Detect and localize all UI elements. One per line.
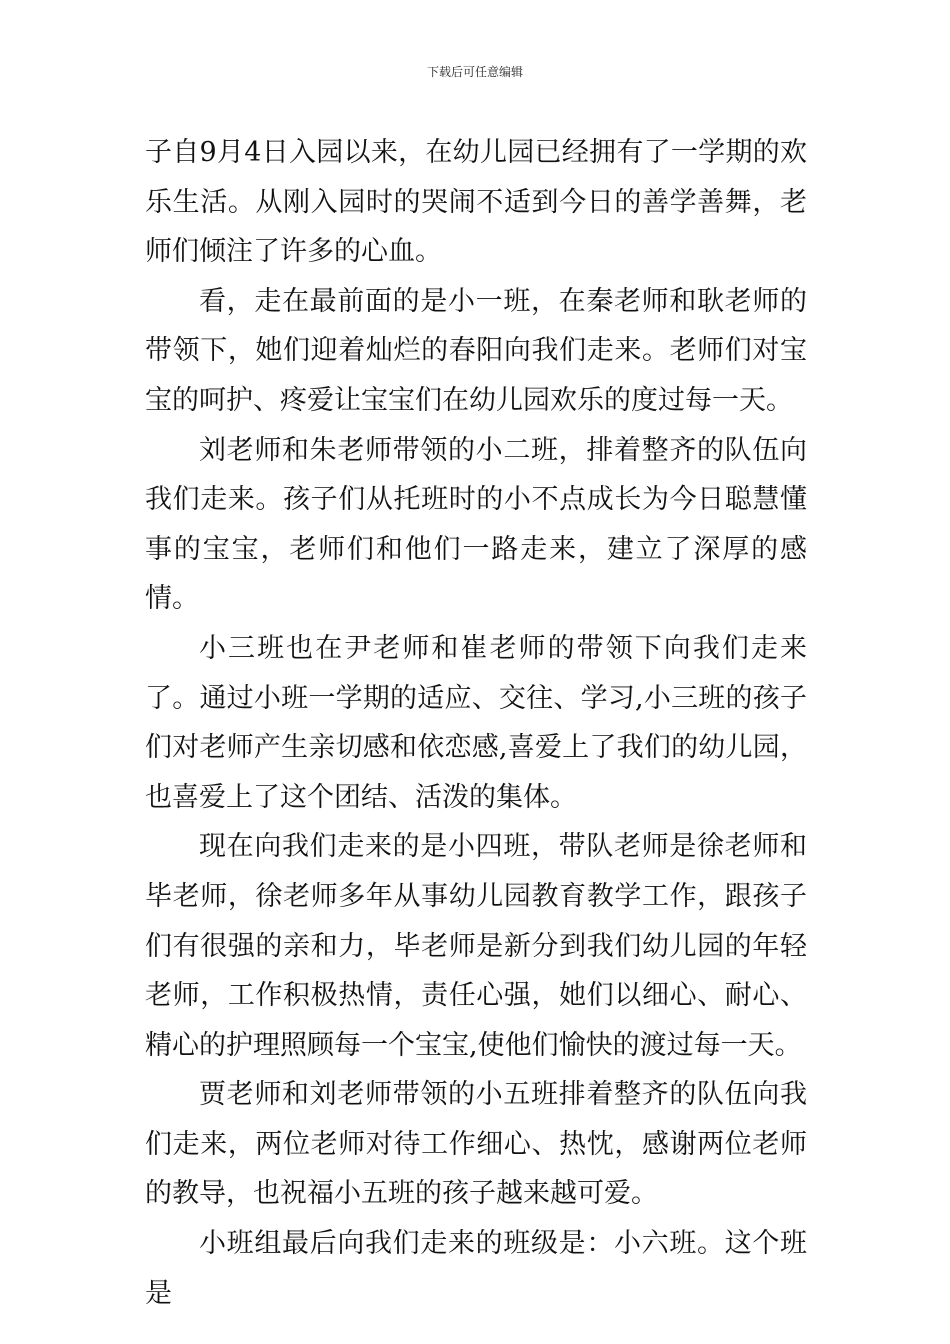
- paragraph-2: 看，走在最前面的是小一班，在秦老师和耿老师的带领下，她们迎着灿烂的春阳向我们走来。老师们对宝宝的呵护、疼爱让宝宝们在幼儿园欢乐的度过每一天。: [145, 285, 807, 416]
- paragraph-6: 贾老师和刘老师带领的小五班排着整齐的队伍向我们走来，两位老师对待工作细心、热忱，感谢两位老师的教导，也祝福小五班的孩子越来越可爱。: [145, 1079, 807, 1210]
- paragraph-3: 刘老师和朱老师带领的小二班，排着整齐的队伍向我们走来。孩子们从托班时的小不点成长为今日聪慧懂事的宝宝，老师们和他们一路走来，建立了深厚的感情。: [145, 434, 807, 615]
- paragraph-4: 小三班也在尹老师和崔老师的带领下向我们走来了。通过小班一学期的适应、交往、学习,小三班的孩子们对老师产生亲切感和依恋感,喜爱上了我们的幼儿园，也喜爱上了这个团结、活泼的集体。: [145, 632, 807, 813]
- paragraph-7: 小班组最后向我们走来的班级是：小六班。这个班是: [145, 1228, 807, 1309]
- document-body: [145, 128, 807, 1318]
- paragraph-1: 子自9月4日入园以来，在幼儿园已经拥有了一学期的欢乐生活。从刚入园时的哭闹不适到今日的善学善舞，老师们倾注了许多的心血。: [145, 137, 807, 268]
- paragraph-5: 现在向我们走来的是小四班，带队老师是徐老师和毕老师，徐老师多年从事幼儿园教育教学工作，跟孩子们有很强的亲和力，毕老师是新分到我们幼儿园的年轻老师，工作积极热情，责任心强，她们以细心、耐心、精心的护理照顾每一个宝宝,使他们愉快的渡过每一天。: [145, 831, 807, 1061]
- page-header: 下载后可任意编辑: [426, 65, 523, 79]
